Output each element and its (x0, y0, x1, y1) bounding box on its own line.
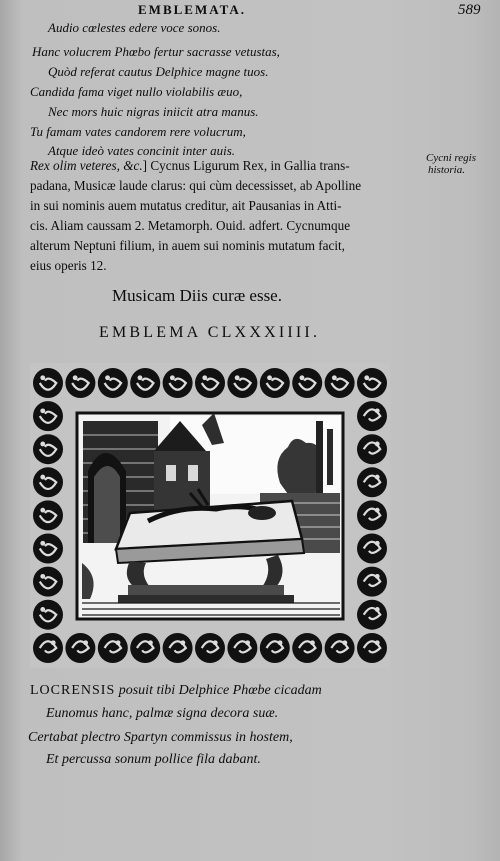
ornament-motif (130, 368, 160, 398)
ornament-motif (65, 368, 95, 398)
ornament-motif (292, 633, 322, 663)
commentary-line: in sui nominis auem mutatus creditur, ait Pausanias in Atti- (30, 198, 342, 213)
ornament-motif (33, 534, 63, 564)
commentary-text: ] Cycnus Ligurum Rex, in Gallia trans- (142, 158, 350, 173)
verse-line: Candida fama viget nullo violabilis æuo, (30, 84, 243, 99)
ornament-motif (357, 567, 387, 597)
emblem-motto: Musicam Diis curæ esse. (112, 286, 282, 305)
ornament-motif (33, 500, 63, 530)
ornament-motif (33, 467, 63, 497)
verse-line: Et percussa sonum pollice fila dabant. (46, 752, 261, 767)
verse-line: Tu famam vates candorem rere volucrum, (30, 124, 246, 139)
ornament-motif (33, 600, 63, 630)
verse-line: Certabat plectro Spartyn commissus in hostem, (28, 730, 293, 745)
commentary-line: alterum Neptuni filium, in auem sui nominis mutatum facit, (30, 238, 345, 253)
woodcut-illustration (77, 413, 343, 619)
emblem-title: EMBLEMA CLXXXIIII. (99, 324, 321, 341)
ornament-motif (357, 401, 387, 431)
page-number: 589 (458, 2, 481, 18)
ornament-motif (163, 368, 193, 398)
margin-note-line: Cycni regis (426, 152, 476, 164)
ornament-motif (33, 368, 63, 398)
margin-note-line: historia. (428, 164, 465, 176)
ornament-motif (260, 633, 290, 663)
verse-text: posuit tibi Delphice Phœbe cicadam (115, 683, 322, 698)
ornament-motif (292, 368, 322, 398)
ornament-motif (98, 368, 128, 398)
ornament-motif (357, 534, 387, 564)
ornament-motif (357, 434, 387, 464)
verse-capitals: LOCRENSIS (30, 683, 116, 698)
margin-note (426, 152, 476, 176)
ornament-motif (357, 500, 387, 530)
verse-line: Quòd referat cautus Delphice magne tuos. (48, 64, 269, 79)
ornament-motif (260, 368, 290, 398)
ornament-motif (195, 368, 225, 398)
commentary-line: cis. Aliam caussam 2. Metamorph. Ouid. adfert. Cycnumque (30, 218, 351, 233)
ornament-motif (325, 368, 355, 398)
verse-line: Eunomus hanc, palmæ signa decora suæ. (46, 706, 279, 721)
verse-line (30, 683, 322, 699)
commentary-lemma: Rex olim veteres, &c. (30, 158, 143, 173)
ornament-motif (65, 633, 95, 663)
ornament-motif (163, 633, 193, 663)
ornament-motif (357, 467, 387, 497)
ornament-motif (33, 434, 63, 464)
commentary-line: eius operis 12. (30, 258, 107, 273)
ornament-motif (98, 633, 128, 663)
ornament-motif (227, 633, 257, 663)
verse-line: Atque ideò vates concinit inter auis. (48, 143, 236, 158)
verse-line: Audio cœlestes edere voce sonos. (48, 20, 221, 35)
ornament-motif (357, 600, 387, 630)
running-title: EMBLEMATA. (138, 2, 246, 17)
ornament-motif (33, 633, 63, 663)
ornament-motif (325, 633, 355, 663)
ornament-motif (357, 368, 387, 398)
ornament-motif (227, 368, 257, 398)
ornament-motif (33, 567, 63, 597)
ornament-motif (33, 401, 63, 431)
emblem-woodcut (30, 363, 390, 668)
ornament-motif (195, 633, 225, 663)
commentary-line: padana, Musicæ laude clarus: qui cùm decessisset, ab Apolline (30, 178, 362, 193)
ornament-motif (357, 633, 387, 663)
commentary-line (30, 158, 350, 174)
verse-line: Hanc volucrem Phœbo fertur sacrasse vetustas, (32, 44, 280, 59)
ornament-motif (130, 633, 160, 663)
verse-line: Nec mors huic nigras iniicit atra manus. (48, 104, 259, 119)
